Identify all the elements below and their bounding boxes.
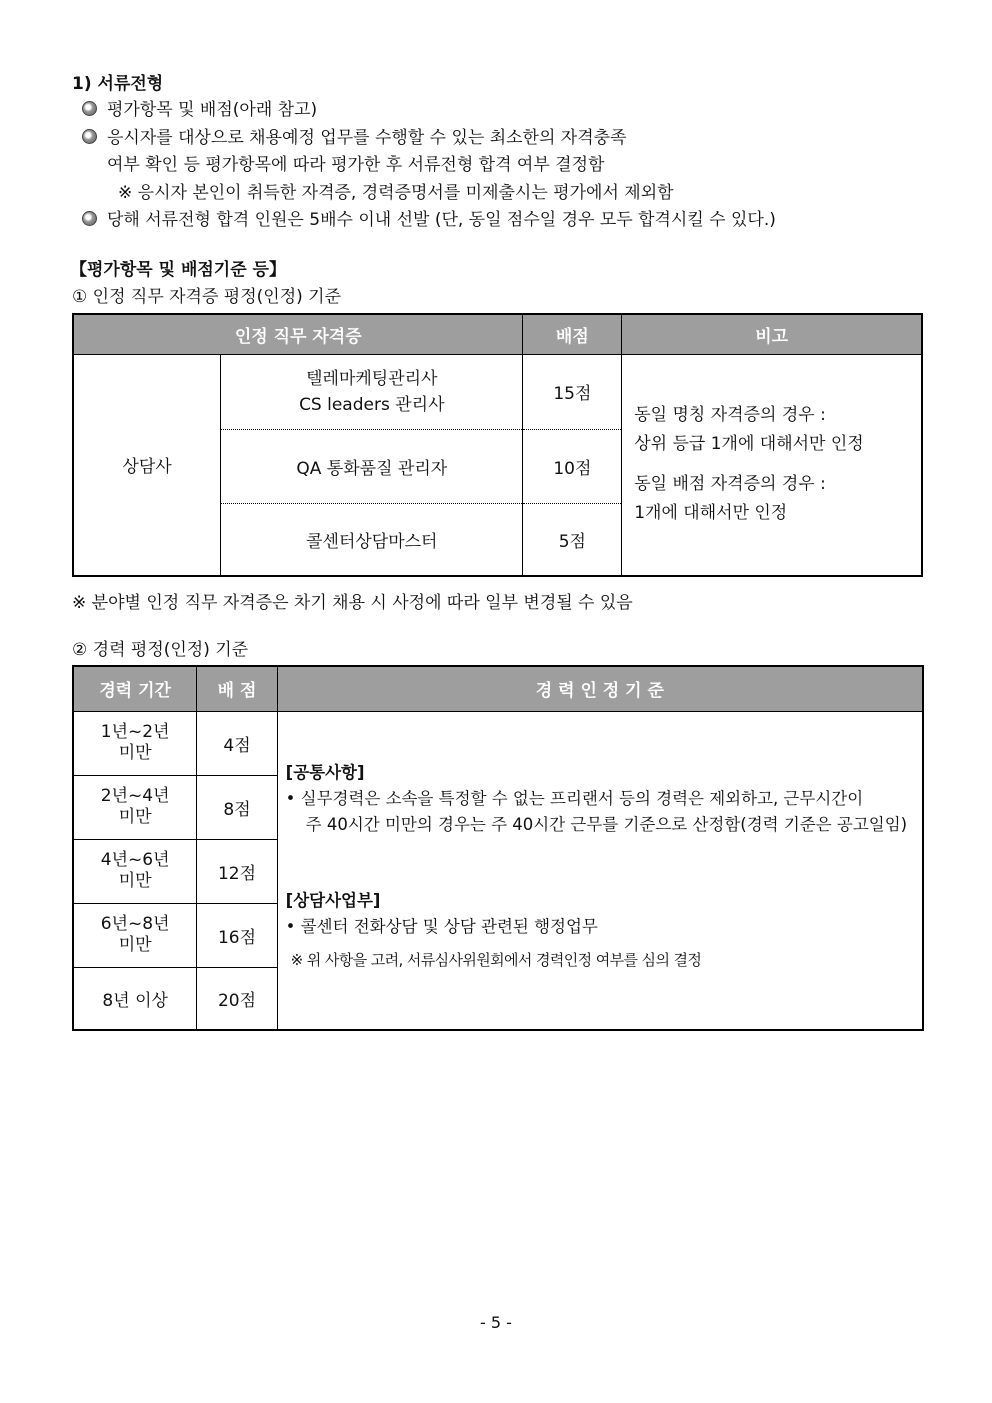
- bullet-text-2-continued: 여부 확인 등 평가항목에 따라 평가한 후 서류전형 합격 여부 결정함: [107, 155, 605, 175]
- score-cell: 4점: [197, 711, 277, 775]
- bullet-text-1: 평가항목 및 배점(아래 참고): [107, 100, 318, 120]
- career-table: [72, 665, 924, 1031]
- period-text: 4년~6년: [100, 850, 170, 870]
- table-header: 인정 직무 자격증: [73, 314, 523, 354]
- score-cell: 20점: [197, 967, 277, 1030]
- dept-note: ※ 위 사항을 고려, 서류심사위원회에서 경력인정 여부를 심의 결정: [290, 950, 702, 969]
- table-header: 경 력 인 정 기 준: [277, 666, 923, 711]
- period-text: 미만: [118, 743, 152, 763]
- bullet-text-2: 응시자를 대상으로 채용예정 업무를 수행할 수 있는 최소한의 자격충족: [107, 128, 627, 148]
- score-cell: 15점: [523, 354, 622, 429]
- page-number: - 5 -: [480, 1313, 512, 1332]
- category-cell: 상담사: [73, 354, 221, 576]
- dept-title: [상담사업부]: [285, 890, 381, 910]
- certificate-cell: [221, 354, 523, 429]
- criteria-heading: 【평가항목 및 배점기준 등】: [70, 260, 286, 280]
- period-cell: [73, 903, 197, 967]
- table-header: 경력 기간: [73, 666, 197, 711]
- table-header: 배점: [523, 314, 622, 354]
- dept-line: • 콜센터 전화상담 및 상담 관련된 행정업무: [285, 916, 598, 936]
- score-cell: 10점: [523, 429, 622, 503]
- certificate-cell: 콜센터상담마스터: [221, 503, 523, 576]
- remarks-cell: [622, 354, 922, 576]
- remark-line: 상위 등급 1개에 대해서만 인정: [634, 433, 864, 454]
- certificate-cell: QA 통화품질 관리자: [221, 429, 523, 503]
- common-line: 주 40시간 미만의 경우는 주 40시간 근무를 기준으로 산정함(경력 기준은 공고일임): [305, 814, 908, 834]
- certificate-name: CS leaders 관리사: [299, 394, 445, 415]
- remark-line: 동일 배점 자격증의 경우 :: [634, 473, 826, 494]
- sub-heading-career: ② 경력 평정(인정) 기준: [72, 640, 249, 660]
- score-cell: 5점: [523, 503, 622, 576]
- bullet-icon: [82, 101, 97, 116]
- period-text: 미만: [118, 807, 152, 827]
- career-criteria-cell: [277, 711, 923, 1030]
- sub-heading-certificates: ① 인정 직무 자격증 평정(인정) 기준: [72, 287, 342, 307]
- bullet-icon: [82, 211, 97, 226]
- bullet-icon: [82, 129, 97, 144]
- remark-line: 동일 명칭 자격증의 경우 :: [634, 404, 826, 425]
- common-title: [공통사항]: [285, 762, 365, 782]
- period-cell: [73, 711, 197, 775]
- period-text: 1년~2년: [100, 722, 170, 742]
- period-text: 미만: [118, 871, 152, 891]
- table-header: 배 점: [197, 666, 277, 711]
- certificate-note: ※ 분야별 인정 직무 자격증은 차기 채용 시 사정에 따라 일부 변경될 수 있음: [72, 593, 633, 613]
- table-header: 비고: [622, 314, 922, 354]
- period-cell: 8년 이상: [73, 967, 197, 1030]
- bullet-text-3: 당해 서류전형 합격 인원은 5배수 이내 선발 (단, 동일 점수일 경우 모두 합격시킬 수 있다.): [107, 210, 776, 230]
- score-cell: 16점: [197, 903, 277, 967]
- score-cell: 12점: [197, 839, 277, 903]
- period-text: 2년~4년: [100, 786, 170, 806]
- period-text: 미만: [118, 935, 152, 955]
- period-cell: [73, 839, 197, 903]
- remark-line: 1개에 대해서만 인정: [634, 502, 788, 523]
- bullet-note: ※ 응시자 본인이 취득한 자격증, 경력증명서를 미제출시는 평가에서 제외함: [118, 183, 674, 203]
- period-cell: [73, 775, 197, 839]
- section-heading: 1) 서류전형: [72, 74, 164, 94]
- common-line: • 실무경력은 소속을 특정할 수 없는 프리랜서 등의 경력은 제외하고, 근무시간이: [285, 788, 864, 808]
- score-cell: 8점: [197, 775, 277, 839]
- certificate-name: 텔레마케팅관리사: [306, 368, 438, 389]
- certificate-table: [72, 313, 923, 577]
- period-text: 6년~8년: [100, 914, 170, 934]
